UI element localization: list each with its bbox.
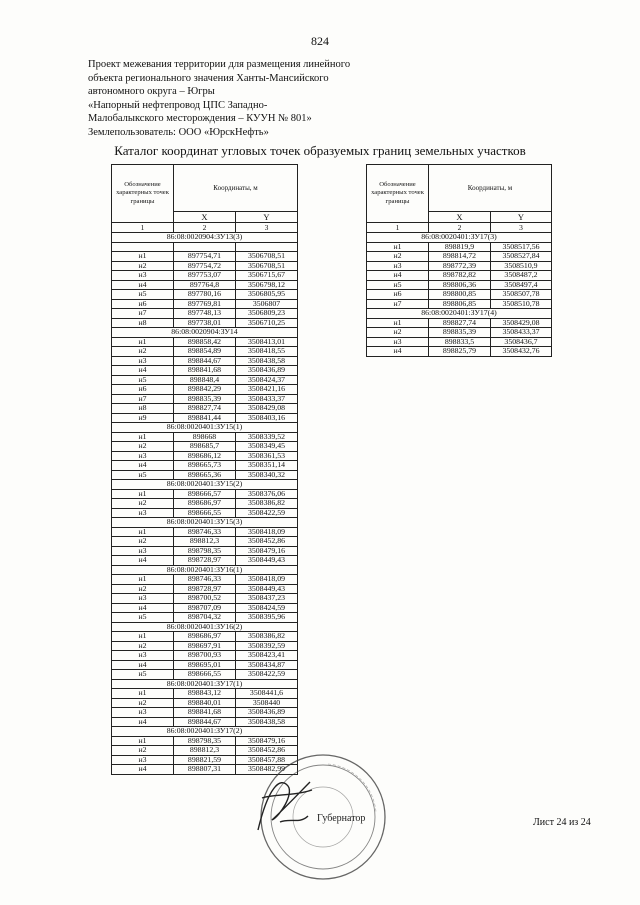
y-coordinate-cell: 3508517,56 bbox=[491, 242, 552, 252]
y-coordinate-cell: 3508423,41 bbox=[236, 651, 298, 661]
point-label-cell: н4 bbox=[367, 271, 429, 281]
y-coordinate-cell: 3508482,99 bbox=[236, 765, 298, 775]
point-label-cell: н2 bbox=[112, 698, 174, 708]
x-coordinate-cell: 898686,12 bbox=[174, 451, 236, 461]
y-coordinate-cell: 3508432,76 bbox=[491, 347, 552, 357]
y-coordinate-cell: 3508479,16 bbox=[236, 736, 298, 746]
table-row bbox=[112, 613, 298, 623]
x-coordinate-cell: 898700,52 bbox=[174, 594, 236, 604]
section-row bbox=[112, 679, 298, 689]
y-coordinate-cell: 3508413,01 bbox=[236, 337, 298, 347]
point-label-cell: н2 bbox=[112, 261, 174, 271]
y-coordinate-cell: 3508434,87 bbox=[236, 660, 298, 670]
col-number: 2 bbox=[429, 223, 491, 233]
section-title: 86:08:0020401:ЗУ15(2) bbox=[112, 480, 298, 490]
y-coordinate-cell: 3506798,12 bbox=[236, 280, 298, 290]
x-coordinate-cell: 898772,39 bbox=[429, 261, 491, 271]
x-header: X bbox=[174, 212, 236, 223]
section-row bbox=[112, 518, 298, 528]
col-number: 1 bbox=[367, 223, 429, 233]
table-row bbox=[112, 337, 298, 347]
table-row bbox=[112, 461, 298, 471]
section-title: 86:08:0020401:ЗУ15(1) bbox=[112, 423, 298, 433]
y-coordinate-cell: 3508429,08 bbox=[491, 318, 552, 328]
point-label-cell: н1 bbox=[112, 736, 174, 746]
table-row bbox=[112, 717, 298, 727]
point-label-cell: н9 bbox=[112, 413, 174, 423]
x-coordinate-cell: 898858,42 bbox=[174, 337, 236, 347]
table-row bbox=[367, 347, 552, 357]
table-row bbox=[112, 309, 298, 319]
x-coordinate-cell: 898686,97 bbox=[174, 499, 236, 509]
table-row bbox=[367, 299, 552, 309]
point-label-cell: н3 bbox=[112, 651, 174, 661]
table-row bbox=[112, 508, 298, 518]
section-row bbox=[112, 328, 298, 338]
x-coordinate-cell: 898841,68 bbox=[174, 366, 236, 376]
x-coordinate-cell: 898844,67 bbox=[174, 356, 236, 366]
x-coordinate-cell: 897780,16 bbox=[174, 290, 236, 300]
x-coordinate-cell: 897753,07 bbox=[174, 271, 236, 281]
point-label-cell: н3 bbox=[367, 337, 429, 347]
table-row bbox=[112, 708, 298, 718]
table-row bbox=[112, 318, 298, 328]
y-coordinate-cell: 3508418,55 bbox=[236, 347, 298, 357]
section-row bbox=[367, 309, 552, 319]
x-coordinate-cell: 898666,55 bbox=[174, 508, 236, 518]
table-row bbox=[112, 299, 298, 309]
point-label-cell: н3 bbox=[112, 271, 174, 281]
col-number: 1 bbox=[112, 223, 174, 233]
coordinates-table-left bbox=[111, 164, 298, 775]
x-coordinate-cell: 898821,59 bbox=[174, 755, 236, 765]
x-coordinate-cell: 898728,97 bbox=[174, 556, 236, 566]
point-label-cell: н3 bbox=[112, 356, 174, 366]
point-label-cell: н3 bbox=[112, 708, 174, 718]
y-coordinate-cell: 3506807 bbox=[236, 299, 298, 309]
x-coordinate-cell: 897754,71 bbox=[174, 252, 236, 262]
document-header bbox=[88, 58, 350, 140]
section-title: 86:08:0020401:ЗУ17(1) bbox=[112, 679, 298, 689]
table-row bbox=[367, 280, 552, 290]
table-row bbox=[367, 337, 552, 347]
y-coordinate-cell: 3508527,84 bbox=[491, 252, 552, 262]
y-coordinate-cell: 3508436,89 bbox=[236, 708, 298, 718]
table-row bbox=[112, 603, 298, 613]
table-row bbox=[112, 280, 298, 290]
y-coordinate-cell: 3508424,37 bbox=[236, 375, 298, 385]
y-coordinate-cell: 3508429,08 bbox=[236, 404, 298, 414]
point-label-cell: н1 bbox=[112, 252, 174, 262]
section-title: 86:08:0020904:ЗУ13(3) bbox=[112, 233, 298, 243]
table-row bbox=[112, 470, 298, 480]
point-label-cell: н3 bbox=[112, 755, 174, 765]
x-coordinate-cell: 898848,4 bbox=[174, 375, 236, 385]
section-row bbox=[112, 233, 298, 243]
header-line: объекта регионального значения Ханты-Мансийского bbox=[88, 72, 329, 84]
table-row bbox=[112, 489, 298, 499]
x-coordinate-cell: 898812,3 bbox=[174, 746, 236, 756]
point-label-cell: н1 bbox=[112, 432, 174, 442]
empty-cell bbox=[174, 242, 236, 252]
x-coordinate-cell: 898665,73 bbox=[174, 461, 236, 471]
point-label-cell: н5 bbox=[367, 280, 429, 290]
table-row bbox=[112, 651, 298, 661]
point-label-cell: н2 bbox=[367, 252, 429, 262]
coords-header: Координаты, м bbox=[429, 165, 552, 212]
point-label-cell: н5 bbox=[112, 470, 174, 480]
y-coordinate-cell: 3508418,09 bbox=[236, 527, 298, 537]
point-label-cell: н6 bbox=[112, 385, 174, 395]
x-coordinate-cell: 898843,12 bbox=[174, 689, 236, 699]
y-coordinate-cell: 3508433,37 bbox=[236, 394, 298, 404]
x-coordinate-cell: 898695,01 bbox=[174, 660, 236, 670]
point-label-cell: н1 bbox=[112, 527, 174, 537]
y-coordinate-cell: 3508422,59 bbox=[236, 508, 298, 518]
table-body bbox=[112, 233, 298, 775]
x-coordinate-cell: 898728,97 bbox=[174, 584, 236, 594]
y-coordinate-cell: 3508510,9 bbox=[491, 261, 552, 271]
point-label-cell: н1 bbox=[112, 632, 174, 642]
x-coordinate-cell: 898666,55 bbox=[174, 670, 236, 680]
x-coordinate-cell: 898697,91 bbox=[174, 641, 236, 651]
point-label-cell: н4 bbox=[112, 366, 174, 376]
point-label-cell: н4 bbox=[112, 660, 174, 670]
point-label-cell: н1 bbox=[112, 337, 174, 347]
table-row bbox=[367, 271, 552, 281]
x-coordinate-cell: 898666,57 bbox=[174, 489, 236, 499]
table-row bbox=[112, 736, 298, 746]
x-header: X bbox=[429, 212, 491, 223]
point-label-cell: н3 bbox=[112, 546, 174, 556]
y-coordinate-cell: 3508487,2 bbox=[491, 271, 552, 281]
y-coordinate-cell: 3508422,59 bbox=[236, 670, 298, 680]
table-row bbox=[112, 432, 298, 442]
point-label-cell: н4 bbox=[367, 347, 429, 357]
y-coordinate-cell: 3508340,32 bbox=[236, 470, 298, 480]
x-coordinate-cell: 897748,13 bbox=[174, 309, 236, 319]
point-label-cell: н2 bbox=[112, 442, 174, 452]
y-coordinate-cell: 3508403,16 bbox=[236, 413, 298, 423]
header-line: автономного округа – Югры bbox=[88, 86, 215, 98]
table-row bbox=[112, 660, 298, 670]
col-number: 3 bbox=[491, 223, 552, 233]
x-coordinate-cell: 898841,68 bbox=[174, 708, 236, 718]
y-coordinate-cell: 3508395,96 bbox=[236, 613, 298, 623]
point-label-cell: н3 bbox=[112, 508, 174, 518]
signature bbox=[250, 768, 320, 843]
x-coordinate-cell: 898806,85 bbox=[429, 299, 491, 309]
point-label-cell: н2 bbox=[112, 499, 174, 509]
y-coordinate-cell: 3508449,43 bbox=[236, 584, 298, 594]
table-row bbox=[367, 290, 552, 300]
empty-cell bbox=[112, 242, 174, 252]
section-title: 86:08:0020401:ЗУ16(2) bbox=[112, 622, 298, 632]
section-row bbox=[112, 622, 298, 632]
y-coordinate-cell: 3508441,6 bbox=[236, 689, 298, 699]
y-coordinate-cell: 3508392,59 bbox=[236, 641, 298, 651]
table-row bbox=[367, 252, 552, 262]
y-coordinate-cell: 3508452,86 bbox=[236, 537, 298, 547]
table-row bbox=[112, 641, 298, 651]
x-coordinate-cell: 898700,93 bbox=[174, 651, 236, 661]
point-label-cell: н2 bbox=[112, 347, 174, 357]
point-label-cell: н5 bbox=[112, 670, 174, 680]
y-coordinate-cell: 3506708,51 bbox=[236, 261, 298, 271]
empty-cell bbox=[236, 242, 298, 252]
seal-caption: Губернатор bbox=[317, 813, 366, 824]
y-coordinate-cell: 3508479,16 bbox=[236, 546, 298, 556]
x-coordinate-cell: 897764,8 bbox=[174, 280, 236, 290]
x-coordinate-cell: 898806,36 bbox=[429, 280, 491, 290]
col-number: 2 bbox=[174, 223, 236, 233]
y-coordinate-cell: 3506809,23 bbox=[236, 309, 298, 319]
y-coordinate-cell: 3508433,37 bbox=[491, 328, 552, 338]
point-label-cell: н6 bbox=[367, 290, 429, 300]
y-coordinate-cell: 3508457,88 bbox=[236, 755, 298, 765]
y-coordinate-cell: 3506710,25 bbox=[236, 318, 298, 328]
point-label-cell: н4 bbox=[112, 461, 174, 471]
point-label-cell: н2 bbox=[112, 641, 174, 651]
point-label-cell: н5 bbox=[112, 290, 174, 300]
point-label-cell: н7 bbox=[367, 299, 429, 309]
x-coordinate-cell: 898833,5 bbox=[429, 337, 491, 347]
x-coordinate-cell: 898825,79 bbox=[429, 347, 491, 357]
section-row bbox=[112, 565, 298, 575]
x-coordinate-cell: 898827,74 bbox=[174, 404, 236, 414]
x-coordinate-cell: 898835,39 bbox=[429, 328, 491, 338]
y-coordinate-cell: 3508436,89 bbox=[236, 366, 298, 376]
y-coordinate-cell: 3508507,78 bbox=[491, 290, 552, 300]
section-title: 86:08:0020401:ЗУ16(1) bbox=[112, 565, 298, 575]
table-row bbox=[112, 252, 298, 262]
y-coordinate-cell: 3506805,95 bbox=[236, 290, 298, 300]
x-coordinate-cell: 898668 bbox=[174, 432, 236, 442]
section-title: 86:08:0020401:ЗУ17(2) bbox=[112, 727, 298, 737]
x-coordinate-cell: 898814,72 bbox=[429, 252, 491, 262]
header-line: Землепользователь: ООО «ЮрскНефть» bbox=[88, 126, 269, 138]
y-coordinate-cell: 3508452,86 bbox=[236, 746, 298, 756]
table-row bbox=[367, 328, 552, 338]
point-label-cell: н1 bbox=[112, 489, 174, 499]
sheet-number: Лист 24 из 24 bbox=[533, 817, 591, 828]
point-label-cell: н4 bbox=[112, 717, 174, 727]
point-label-cell: н2 bbox=[112, 746, 174, 756]
table-row bbox=[112, 394, 298, 404]
y-coordinate-cell: 3508386,82 bbox=[236, 632, 298, 642]
table-row bbox=[112, 632, 298, 642]
point-label-cell: н5 bbox=[112, 375, 174, 385]
y-coordinate-cell: 3508421,16 bbox=[236, 385, 298, 395]
table-row bbox=[112, 451, 298, 461]
x-coordinate-cell: 898842,29 bbox=[174, 385, 236, 395]
y-coordinate-cell: 3508497,4 bbox=[491, 280, 552, 290]
point-label-cell: н7 bbox=[112, 309, 174, 319]
section-title: 86:08:0020904:ЗУ14 bbox=[112, 328, 298, 338]
point-label-cell: н2 bbox=[367, 328, 429, 338]
header-line: «Напорный нефтепровод ЦПС Западно- bbox=[88, 99, 268, 111]
x-coordinate-cell: 898686,97 bbox=[174, 632, 236, 642]
header-line: Проект межевания территории для размещения линейного bbox=[88, 59, 351, 70]
x-coordinate-cell: 898854,89 bbox=[174, 347, 236, 357]
y-coordinate-cell: 3508438,58 bbox=[236, 356, 298, 366]
x-coordinate-cell: 898782,82 bbox=[429, 271, 491, 281]
x-coordinate-cell: 898704,32 bbox=[174, 613, 236, 623]
table-row bbox=[112, 442, 298, 452]
y-coordinate-cell: 3508449,43 bbox=[236, 556, 298, 566]
point-label-cell: н1 bbox=[112, 575, 174, 585]
table-row bbox=[112, 413, 298, 423]
table-row bbox=[112, 271, 298, 281]
section-row bbox=[112, 423, 298, 433]
point-label-cell: н1 bbox=[367, 242, 429, 252]
x-coordinate-cell: 898707,09 bbox=[174, 603, 236, 613]
section-row bbox=[367, 233, 552, 243]
x-coordinate-cell: 898827,74 bbox=[429, 318, 491, 328]
y-coordinate-cell: 3508438,58 bbox=[236, 717, 298, 727]
y-coordinate-cell: 3506715,67 bbox=[236, 271, 298, 281]
table-row bbox=[367, 318, 552, 328]
y-coordinate-cell: 3508510,78 bbox=[491, 299, 552, 309]
section-row bbox=[112, 480, 298, 490]
col-number: 3 bbox=[236, 223, 298, 233]
point-label-header: Обозначение характерных точек границы bbox=[112, 165, 174, 223]
point-label-cell: н7 bbox=[112, 394, 174, 404]
table-row bbox=[112, 575, 298, 585]
table-row bbox=[112, 594, 298, 604]
point-label-header: Обозначение характерных точек границы bbox=[367, 165, 429, 223]
y-coordinate-cell: 3508418,09 bbox=[236, 575, 298, 585]
section-row bbox=[112, 727, 298, 737]
table-row bbox=[112, 356, 298, 366]
section-title: 86:08:0020401:ЗУ17(3) bbox=[367, 233, 552, 243]
point-label-cell: н8 bbox=[112, 318, 174, 328]
table-row bbox=[112, 375, 298, 385]
x-coordinate-cell: 898685,7 bbox=[174, 442, 236, 452]
x-coordinate-cell: 897738,01 bbox=[174, 318, 236, 328]
table-row bbox=[367, 242, 552, 252]
x-coordinate-cell: 897769,81 bbox=[174, 299, 236, 309]
y-coordinate-cell: 3506708,51 bbox=[236, 252, 298, 262]
x-coordinate-cell: 898746,33 bbox=[174, 527, 236, 537]
table-row bbox=[112, 670, 298, 680]
point-label-cell: н4 bbox=[112, 280, 174, 290]
y-coordinate-cell: 3508349,45 bbox=[236, 442, 298, 452]
y-header: Y bbox=[491, 212, 552, 223]
catalog-title: Каталог координат угловых точек образуемых границ земельных участков bbox=[114, 143, 526, 158]
y-coordinate-cell: 3508361,53 bbox=[236, 451, 298, 461]
table-row bbox=[112, 385, 298, 395]
point-label-cell: н3 bbox=[367, 261, 429, 271]
x-coordinate-cell: 897754,72 bbox=[174, 261, 236, 271]
point-label-cell: н1 bbox=[367, 318, 429, 328]
table-row bbox=[112, 347, 298, 357]
table-row bbox=[112, 556, 298, 566]
y-coordinate-cell: 3508351,14 bbox=[236, 461, 298, 471]
x-coordinate-cell: 898835,39 bbox=[174, 394, 236, 404]
y-coordinate-cell: 3508440 bbox=[236, 698, 298, 708]
table-row bbox=[112, 537, 298, 547]
point-label-cell: н8 bbox=[112, 404, 174, 414]
table-row bbox=[112, 527, 298, 537]
header-line: Малобалыкского месторождения – КУУН № 801» bbox=[88, 113, 312, 125]
table-row bbox=[112, 404, 298, 414]
y-coordinate-cell: 3508386,82 bbox=[236, 499, 298, 509]
point-label-cell: н6 bbox=[112, 299, 174, 309]
x-coordinate-cell: 898807,31 bbox=[174, 765, 236, 775]
table-row bbox=[112, 584, 298, 594]
point-label-cell: н3 bbox=[112, 451, 174, 461]
point-label-cell: н1 bbox=[112, 689, 174, 699]
x-coordinate-cell: 898800,85 bbox=[429, 290, 491, 300]
table-row bbox=[112, 290, 298, 300]
point-label-cell: н2 bbox=[112, 537, 174, 547]
point-label-cell: н2 bbox=[112, 584, 174, 594]
blank-row bbox=[112, 242, 298, 252]
table-row bbox=[112, 261, 298, 271]
x-coordinate-cell: 898840,01 bbox=[174, 698, 236, 708]
table-row bbox=[112, 499, 298, 509]
table-row bbox=[112, 366, 298, 376]
x-coordinate-cell: 898746,33 bbox=[174, 575, 236, 585]
x-coordinate-cell: 898819,9 bbox=[429, 242, 491, 252]
table-row bbox=[112, 698, 298, 708]
x-coordinate-cell: 898844,67 bbox=[174, 717, 236, 727]
point-label-cell: н4 bbox=[112, 765, 174, 775]
point-label-cell: н5 bbox=[112, 613, 174, 623]
y-coordinate-cell: 3508436,7 bbox=[491, 337, 552, 347]
coordinates-table-right bbox=[366, 164, 552, 357]
y-header: Y bbox=[236, 212, 298, 223]
y-coordinate-cell: 3508376,06 bbox=[236, 489, 298, 499]
page-number: 824 bbox=[311, 34, 329, 48]
section-title: 86:08:0020401:ЗУ15(3) bbox=[112, 518, 298, 528]
point-label-cell: н3 bbox=[112, 594, 174, 604]
y-coordinate-cell: 3508424,59 bbox=[236, 603, 298, 613]
table-row bbox=[367, 261, 552, 271]
table-body bbox=[367, 233, 552, 357]
x-coordinate-cell: 898812,3 bbox=[174, 537, 236, 547]
table-row bbox=[112, 546, 298, 556]
section-title: 86:08:0020401:ЗУ17(4) bbox=[367, 309, 552, 319]
x-coordinate-cell: 898798,35 bbox=[174, 736, 236, 746]
point-label-cell: н4 bbox=[112, 603, 174, 613]
coords-header: Координаты, м bbox=[174, 165, 298, 212]
x-coordinate-cell: 898841,44 bbox=[174, 413, 236, 423]
point-label-cell: н4 bbox=[112, 556, 174, 566]
y-coordinate-cell: 3508437,23 bbox=[236, 594, 298, 604]
y-coordinate-cell: 3508339,52 bbox=[236, 432, 298, 442]
table-row bbox=[112, 689, 298, 699]
x-coordinate-cell: 898798,35 bbox=[174, 546, 236, 556]
x-coordinate-cell: 898665,36 bbox=[174, 470, 236, 480]
